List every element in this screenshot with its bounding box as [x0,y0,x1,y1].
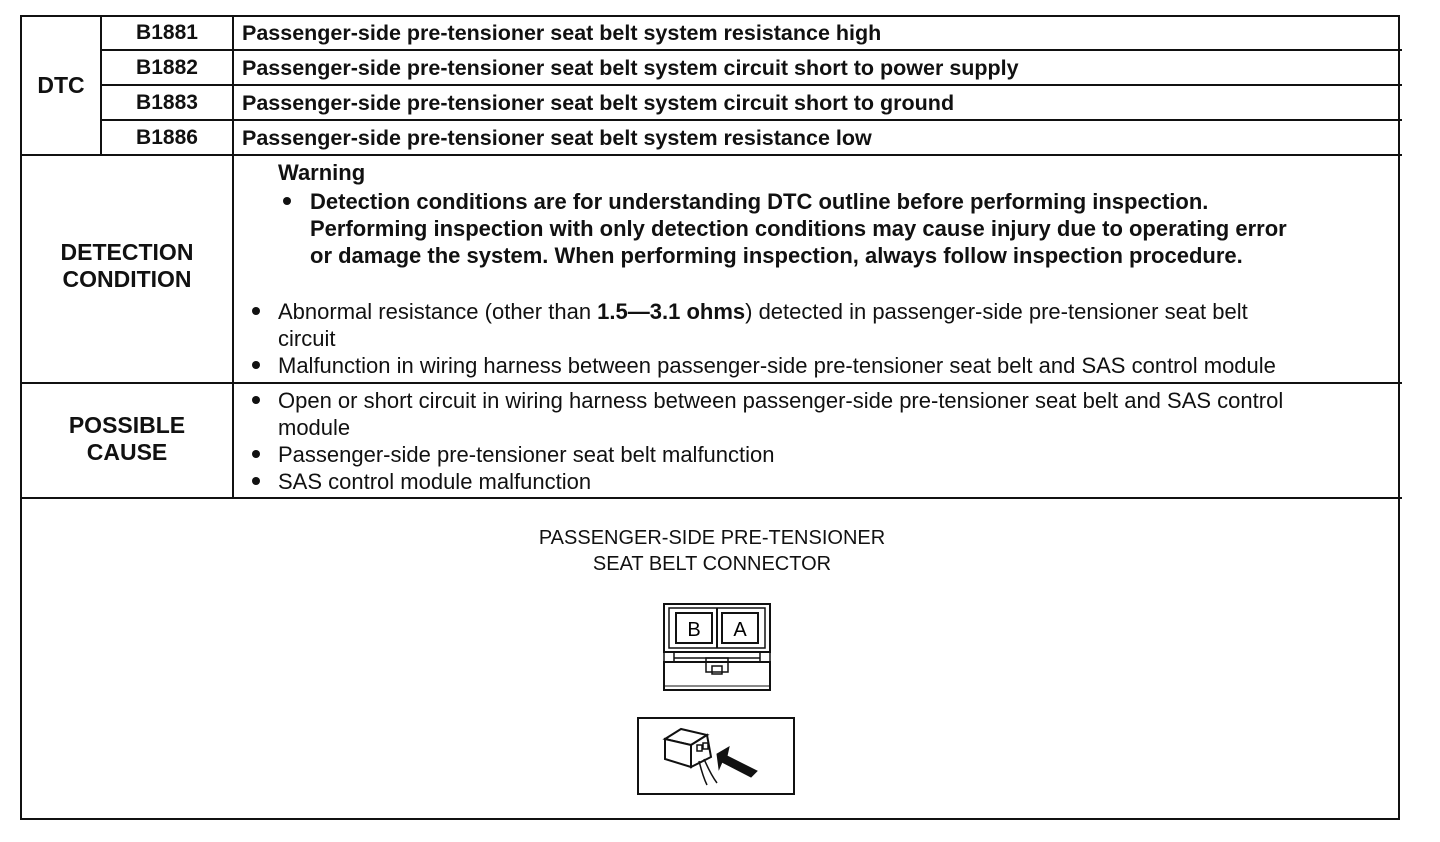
connector-view-icon [637,717,795,795]
bullet-icon [252,307,260,315]
dtc-code: B1883 [136,91,198,114]
cause-label-line: POSSIBLE [68,412,186,438]
dtc-description: Passenger-side pre-tensioner seat belt system circuit short to ground [242,91,955,115]
cause-item: Open or short circuit in wiring harness between passenger-side pre-tensioner seat belt and SAS control [278,388,1284,413]
bullet-icon [252,361,260,369]
connector-caption: SEAT BELT CONNECTOR [592,553,832,575]
bullet-icon [283,197,291,205]
detection-item-text: Abnormal resistance (other than [278,299,598,324]
cause-item-continuation: module [278,415,351,440]
dtc-description: Passenger-side pre-tensioner seat belt system resistance low [242,126,872,150]
connector-face-diagram [660,602,776,694]
terminal-a-label: A [733,619,747,641]
warning-title: Warning [278,160,366,185]
warning-line: Performing inspection with only detection conditions may cause injury due to operating error [310,216,1287,241]
cause-item: SAS control module malfunction [278,469,592,494]
warning-line: Detection conditions are for understanding DTC outline before performing inspection. [310,189,1209,214]
bullet-icon [252,450,260,458]
bullet-icon [252,396,260,404]
warning-line: or damage the system. When performing inspection, always follow inspection procedure. [310,243,1243,268]
dtc-code: B1882 [136,56,198,79]
detection-item-continuation: circuit [278,326,336,351]
connector-caption: PASSENGER-SIDE PRE-TENSIONER [538,527,886,549]
terminal-b-label: B [687,619,701,641]
cause-label-line: CAUSE [86,439,168,465]
divider [232,17,234,499]
detection-condition-label [22,239,232,293]
dtc-description: Passenger-side pre-tensioner seat belt system circuit short to power supply [242,56,1019,80]
resistance-range: 1.5—3.1 ohms [597,299,746,324]
divider [22,382,1402,384]
dtc-table [20,15,1400,820]
dtc-label: DTC [37,72,85,98]
detection-label-line: DETECTION [60,239,194,265]
bullet-icon [252,477,260,485]
detection-label-line: CONDITION [62,266,192,292]
cause-item: Passenger-side pre-tensioner seat belt malfunction [278,442,775,467]
detection-item-text: ) detected in passenger-side pre-tensioner seat belt [745,299,1248,324]
dtc-code: B1886 [136,126,198,149]
dtc-code: B1881 [136,21,198,44]
detection-item [278,298,1248,325]
divider [22,497,1402,499]
dtc-description: Passenger-side pre-tensioner seat belt system resistance high [242,21,882,45]
possible-cause-label [22,412,232,466]
detection-item: Malfunction in wiring harness between passenger-side pre-tensioner seat belt and SAS control module [278,353,1276,378]
